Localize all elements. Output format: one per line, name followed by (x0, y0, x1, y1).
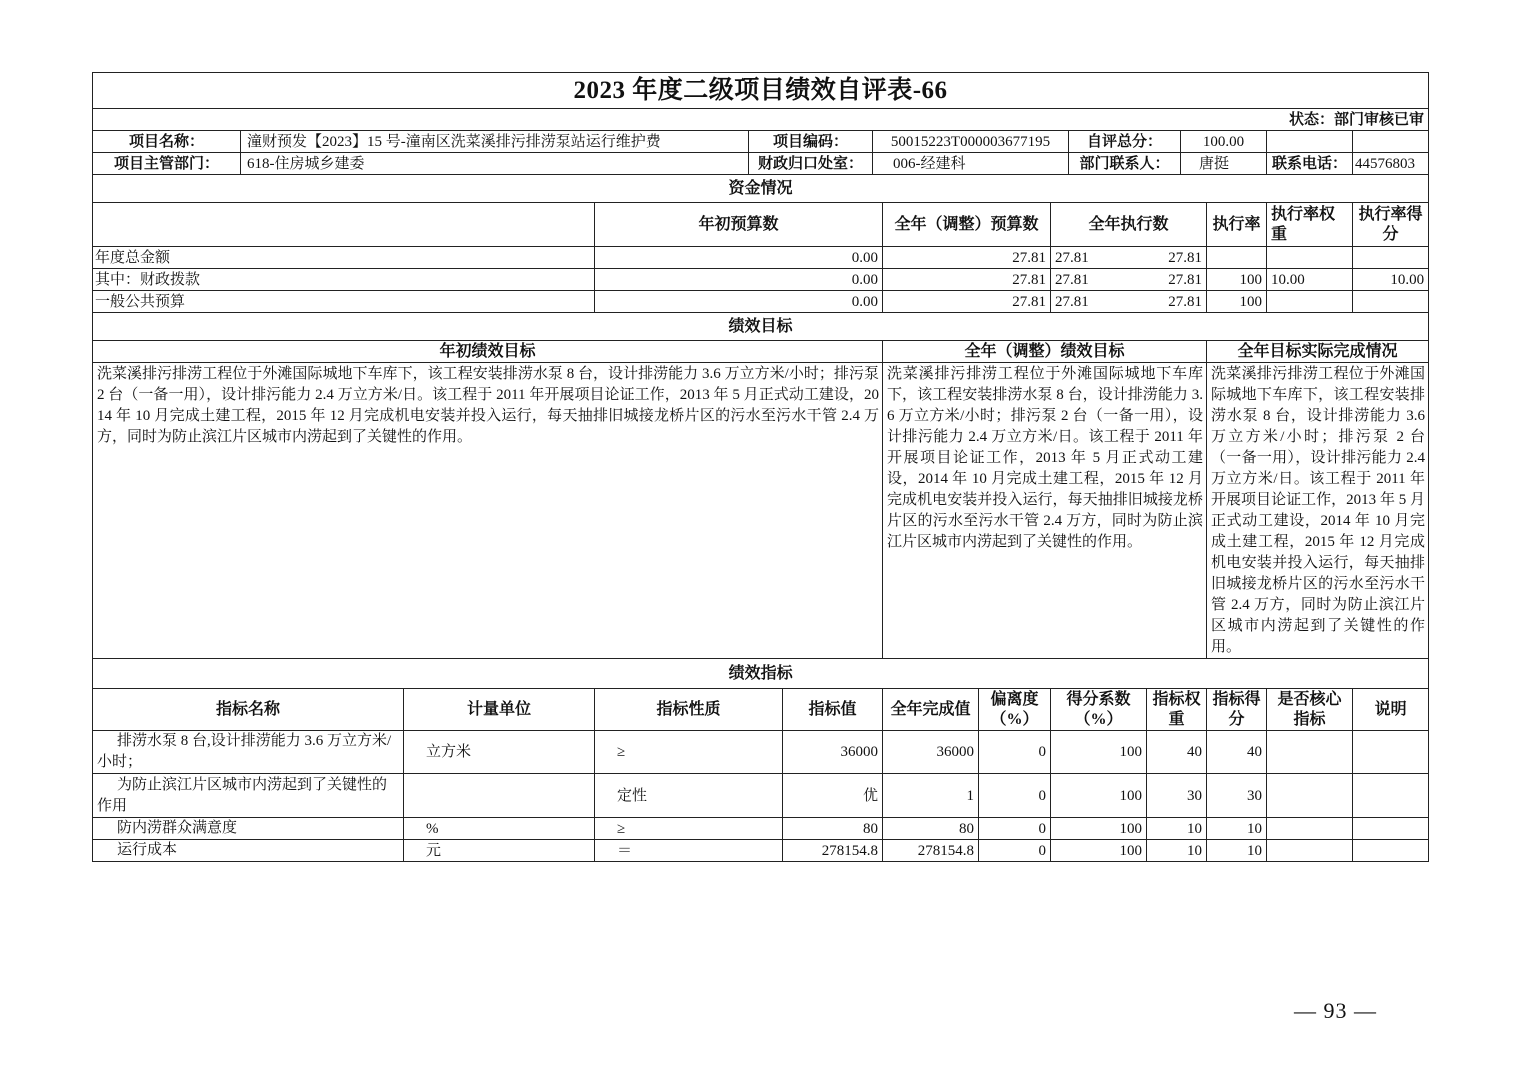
indicator-name: 运行成本 (93, 840, 404, 862)
initial-goal-text: 洗菜溪排污排涝工程位于外滩国际城地下车库下，该工程安装排涝水泵 8 台，设计排涝能力 3.6 万立方米/小时；排污泵 2 台（一备一用），设计排污能力 2.4 万立方米/日。该工程于 2011 年开展项目论证工作，2013 年 5 月正式动工建设，2014 年 10 月完成土建工程，2015 年 12 月完成机电安装并投入运行，每天抽排旧城接龙桥片区的污水至污水干管 2.4 万方，同时为防止滨江片区城市内涝起到了关键性的作用。 (93, 363, 883, 659)
indicator-name: 防内涝群众满意度 (93, 818, 404, 840)
contact-value: 唐挺 (1181, 153, 1267, 175)
rate-score-value (1353, 291, 1429, 313)
indicator-nature: ＝ (595, 840, 783, 862)
execution-value: 27.81 (1168, 293, 1202, 310)
status-text: 状态：部门审核已审 (93, 109, 1429, 131)
adjusted-budget-value: 27.81 (883, 247, 1051, 269)
phone-label: 联系电话： (1267, 153, 1353, 175)
indicator-unit: 元 (404, 840, 595, 862)
adjusted-goal-text: 洗菜溪排污排涝工程位于外滩国际城地下车库下，该工程安装排涝水泵 8 台，设计排涝能力 3.6 万立方米/小时；排污泵 2 台（一备一用），设计排污能力 2.4 万立方米/日。该工程于 2011 年开展项目论证工作，2013 年 5 月正式动工建设，2014 年 10 月完成土建工程，2015 年 12 月完成机电安装并投入运行，每天抽排旧城接龙桥片区的污水至污水干管 2.4 万方，同时为防止滨江片区城市内涝起到了关键性的作用。 (883, 363, 1207, 659)
indicator-coefficient: 100 (1051, 774, 1147, 818)
execution-value: 27.81 (1055, 271, 1089, 288)
col-header-unit: 计量单位 (404, 689, 595, 731)
execution-cell (1051, 269, 1207, 291)
contact-label: 部门联系人： (1069, 153, 1181, 175)
indicator-target: 80 (783, 818, 883, 840)
project-name-label: 项目名称： (93, 131, 241, 153)
col-header-execution: 全年执行数 (1051, 203, 1207, 247)
col-header-nature: 指标性质 (595, 689, 783, 731)
project-code-value: 50015223T000003677195 (873, 131, 1069, 153)
indicator-coefficient: 100 (1051, 818, 1147, 840)
rate-weight-value (1267, 291, 1353, 313)
indicator-deviation: 0 (979, 774, 1051, 818)
rate-weight-value (1267, 247, 1353, 269)
table-row (93, 774, 1429, 818)
col-header-note: 说明 (1353, 689, 1429, 731)
page-number: — 93 — (1294, 998, 1377, 1023)
indicator-deviation: 0 (979, 840, 1051, 862)
rate-score-value (1353, 247, 1429, 269)
col-header-rate-weight: 执行率权重 (1267, 203, 1353, 247)
dept-label: 项目主管部门： (93, 153, 241, 175)
indicator-unit: % (404, 818, 595, 840)
table-row (93, 818, 1429, 840)
indicator-nature: ≥ (595, 818, 783, 840)
indicator-note (1353, 774, 1429, 818)
col-header-score: 指标得分 (1207, 689, 1267, 731)
indicator-actual: 278154.8 (883, 840, 979, 862)
col-header-target-value: 指标值 (783, 689, 883, 731)
indicators-table (92, 658, 1429, 862)
indicator-note (1353, 840, 1429, 862)
funding-table (92, 174, 1429, 313)
indicator-note (1353, 731, 1429, 774)
indicator-core (1267, 731, 1353, 774)
page-title: 2023 年度二级项目绩效自评表-66 (93, 73, 1429, 109)
evaluation-sheet (92, 72, 1428, 862)
indicator-score: 10 (1207, 840, 1267, 862)
indicator-weight: 40 (1147, 731, 1207, 774)
adjusted-budget-value: 27.81 (883, 291, 1051, 313)
dept-value: 618-住房城乡建委 (241, 153, 749, 175)
col-header-rate-score: 执行率得分 (1353, 203, 1429, 247)
indicator-target: 278154.8 (783, 840, 883, 862)
col-header-initial-goal: 年初绩效目标 (93, 341, 883, 363)
rate-value: 100 (1207, 269, 1267, 291)
indicator-coefficient: 100 (1051, 731, 1147, 774)
funding-section-title: 资金情况 (93, 175, 1429, 203)
initial-budget-value: 0.00 (595, 247, 883, 269)
col-header-indicator-name: 指标名称 (93, 689, 404, 731)
indicator-weight: 30 (1147, 774, 1207, 818)
self-score-value: 100.00 (1181, 131, 1267, 153)
adjusted-budget-value: 27.81 (883, 269, 1051, 291)
project-code-label: 项目编码： (749, 131, 873, 153)
indicator-core (1267, 818, 1353, 840)
rate-score-value: 10.00 (1353, 269, 1429, 291)
indicator-unit: 立方米 (404, 731, 595, 774)
execution-cell (1051, 247, 1207, 269)
indicator-score: 40 (1207, 731, 1267, 774)
indicator-note (1353, 818, 1429, 840)
indicator-weight: 10 (1147, 840, 1207, 862)
indicator-deviation: 0 (979, 818, 1051, 840)
execution-value: 27.81 (1168, 249, 1202, 266)
table-row (93, 291, 1429, 313)
indicator-actual: 36000 (883, 731, 979, 774)
self-score-label: 自评总分： (1069, 131, 1181, 153)
execution-value: 27.81 (1055, 293, 1089, 310)
goals-section-title: 绩效目标 (93, 313, 1429, 341)
col-header-score-coefficient: 得分系数（%） (1051, 689, 1147, 731)
indicator-score: 10 (1207, 818, 1267, 840)
empty-cell (1267, 131, 1353, 153)
execution-cell (1051, 291, 1207, 313)
row-label: 一般公共预算 (93, 291, 595, 313)
col-header-core: 是否核心指标 (1267, 689, 1353, 731)
indicator-target: 36000 (783, 731, 883, 774)
indicator-deviation: 0 (979, 731, 1051, 774)
table-row (93, 247, 1429, 269)
goals-table (92, 312, 1429, 659)
actual-completion-text: 洗菜溪排污排涝工程位于外滩国际城地下车库下，该工程安装排涝水泵 8 台，设计排涝能力 3.6 万立方米/小时；排污泵 2 台（一备一用），设计排污能力 2.4 万立方米/日。该工程于 2011 年开展项目论证工作，2013 年 5 月正式动工建设，2014 年 10 月完成土建工程，2015 年 12 月完成机电安装并投入运行，每天抽排旧城接龙桥片区的污水至污水干管 2.4 万方，同时为防止滨江片区城市内涝起到了关键性的作用。 (1207, 363, 1429, 659)
project-info-table (92, 130, 1429, 175)
col-header-adjusted-budget: 全年（调整）预算数 (883, 203, 1051, 247)
indicator-name: 排涝水泵 8 台,设计排涝能力 3.6 万立方米/小时； (93, 731, 404, 774)
indicator-nature: 定性 (595, 774, 783, 818)
row-label: 其中：财政拨款 (93, 269, 595, 291)
rate-value: 100 (1207, 291, 1267, 313)
indicator-coefficient: 100 (1051, 840, 1147, 862)
indicator-unit (404, 774, 595, 818)
col-header-rate: 执行率 (1207, 203, 1267, 247)
col-header-adjusted-goal: 全年（调整）绩效目标 (883, 341, 1207, 363)
col-header-actual-completion: 全年目标实际完成情况 (1207, 341, 1429, 363)
indicator-score: 30 (1207, 774, 1267, 818)
table-row (93, 840, 1429, 862)
phone-value: 44576803 (1353, 153, 1429, 175)
indicator-core (1267, 774, 1353, 818)
indicator-core (1267, 840, 1353, 862)
rate-value (1207, 247, 1267, 269)
table-row (93, 269, 1429, 291)
empty-cell (1353, 131, 1429, 153)
col-header-deviation: 偏离度（%） (979, 689, 1051, 731)
execution-value: 27.81 (1168, 271, 1202, 288)
indicator-weight: 10 (1147, 818, 1207, 840)
table-row (93, 731, 1429, 774)
indicator-name: 为防止滨江片区城市内涝起到了关键性的作用 (93, 774, 404, 818)
row-label: 年度总金额 (93, 247, 595, 269)
finance-office-value: 006-经建科 (873, 153, 1069, 175)
empty-header-cell (93, 203, 595, 247)
initial-budget-value: 0.00 (595, 269, 883, 291)
col-header-actual-value: 全年完成值 (883, 689, 979, 731)
indicator-actual: 1 (883, 774, 979, 818)
initial-budget-value: 0.00 (595, 291, 883, 313)
title-table (92, 72, 1429, 131)
col-header-initial-budget: 年初预算数 (595, 203, 883, 247)
indicators-section-title: 绩效指标 (93, 659, 1429, 689)
execution-value: 27.81 (1055, 249, 1089, 266)
indicator-actual: 80 (883, 818, 979, 840)
col-header-weight: 指标权重 (1147, 689, 1207, 731)
indicator-target: 优 (783, 774, 883, 818)
indicator-nature: ≥ (595, 731, 783, 774)
project-name-value: 潼财预发【2023】15 号-潼南区洗菜溪排污排涝泵站运行维护费 (241, 131, 749, 153)
rate-weight-value: 10.00 (1267, 269, 1353, 291)
finance-office-label: 财政归口处室： (749, 153, 873, 175)
